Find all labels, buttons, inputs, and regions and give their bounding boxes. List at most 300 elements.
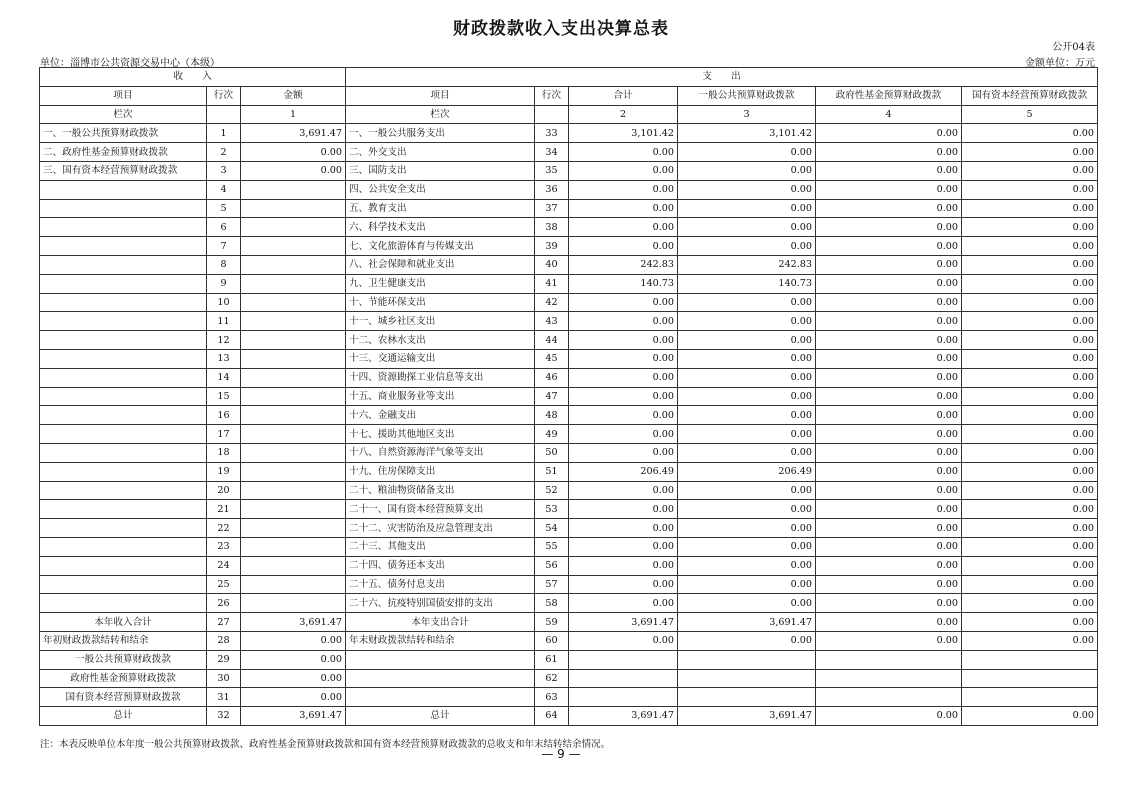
gov-fund-amount-cell: 0.00 [816, 575, 962, 594]
expense-item-cell: 七、文化旅游体育与传媒支出 [346, 237, 535, 256]
income-item-cell: 本年收入合计 [40, 613, 207, 632]
income-amount-cell [241, 406, 346, 425]
gov-fund-amount-cell: 0.00 [816, 613, 962, 632]
column-header: 行次 [535, 86, 569, 105]
income-amount-cell [241, 537, 346, 556]
income-amount-cell [241, 349, 346, 368]
general-budget-amount-cell: 206.49 [678, 462, 816, 481]
income-item-cell [40, 331, 207, 350]
expense-total-cell: 0.00 [569, 180, 678, 199]
income-item-cell [40, 406, 207, 425]
table-row [40, 613, 1098, 632]
expense-total-cell: 0.00 [569, 519, 678, 538]
column-index: 4 [816, 105, 962, 124]
income-item-cell: 一、一般公共预算财政拨款 [40, 124, 207, 143]
income-amount-cell [241, 462, 346, 481]
expense-item-cell: 二、外交支出 [346, 143, 535, 162]
general-budget-amount-cell: 0.00 [678, 519, 816, 538]
gov-fund-amount-cell: 0.00 [816, 293, 962, 312]
footnote: 注：本表反映单位本年度一般公共预算财政拨款、政府性基金预算财政拨款和国有资本经营预算财政拨款的总收支和年末结转结余情况。 [40, 739, 611, 750]
income-item-cell [40, 368, 207, 387]
income-line-no-cell: 32 [207, 707, 241, 726]
income-item-cell [40, 443, 207, 462]
expense-line-no-cell: 41 [535, 274, 569, 293]
expense-line-no-cell: 49 [535, 425, 569, 444]
general-budget-amount-cell: 0.00 [678, 406, 816, 425]
table-row [40, 481, 1098, 500]
expense-total-cell: 242.83 [569, 255, 678, 274]
table-row [40, 443, 1098, 462]
expense-line-no-cell: 47 [535, 387, 569, 406]
income-amount-cell: 3,691.47 [241, 707, 346, 726]
general-budget-amount-cell: 0.00 [678, 575, 816, 594]
income-item-cell: 年初财政拨款结转和结余 [40, 631, 207, 650]
table-row [40, 143, 1098, 162]
income-amount-cell [241, 594, 346, 613]
table-row [40, 650, 1098, 669]
general-budget-amount-cell: 242.83 [678, 255, 816, 274]
income-line-no-cell: 7 [207, 237, 241, 256]
table-row [40, 500, 1098, 519]
state-capital-amount-cell: 0.00 [962, 331, 1098, 350]
income-item-cell: 一般公共预算财政拨款 [40, 650, 207, 669]
income-line-no-cell: 20 [207, 481, 241, 500]
gov-fund-amount-cell: 0.00 [816, 406, 962, 425]
income-item-cell [40, 594, 207, 613]
income-line-no-cell: 30 [207, 669, 241, 688]
income-item-cell [40, 180, 207, 199]
expense-item-cell: 一、一般公共服务支出 [346, 124, 535, 143]
income-item-cell: 政府性基金预算财政拨款 [40, 669, 207, 688]
table-row [40, 293, 1098, 312]
unit-label: 单位：淄博市公共资源交易中心（本级） [40, 58, 220, 69]
column-index: 3 [678, 105, 816, 124]
state-capital-amount-cell: 0.00 [962, 707, 1098, 726]
income-item-cell [40, 537, 207, 556]
gov-fund-amount-cell: 0.00 [816, 124, 962, 143]
expense-total-cell: 0.00 [569, 406, 678, 425]
gov-fund-amount-cell: 0.00 [816, 274, 962, 293]
income-amount-cell: 0.00 [241, 631, 346, 650]
expense-line-no-cell: 52 [535, 481, 569, 500]
expense-total-cell: 0.00 [569, 443, 678, 462]
income-item-cell [40, 575, 207, 594]
income-line-no-cell: 15 [207, 387, 241, 406]
expense-line-no-cell: 38 [535, 218, 569, 237]
expense-line-no-cell: 34 [535, 143, 569, 162]
income-item-cell [40, 349, 207, 368]
state-capital-amount-cell: 0.00 [962, 425, 1098, 444]
expense-item-cell: 十九、住房保障支出 [346, 462, 535, 481]
general-budget-amount-cell [678, 669, 816, 688]
general-budget-amount-cell: 0.00 [678, 180, 816, 199]
column-header: 项目 [40, 86, 207, 105]
expense-item-cell: 十、节能环保支出 [346, 293, 535, 312]
expense-total-cell: 0.00 [569, 312, 678, 331]
general-budget-amount-cell: 0.00 [678, 481, 816, 500]
income-amount-cell [241, 331, 346, 350]
table-row [40, 199, 1098, 218]
gov-fund-amount-cell: 0.00 [816, 387, 962, 406]
table-row [40, 331, 1098, 350]
expense-total-cell: 0.00 [569, 425, 678, 444]
expense-total-cell: 0.00 [569, 368, 678, 387]
column-header: 政府性基金预算财政拨款 [816, 86, 962, 105]
income-amount-cell: 0.00 [241, 688, 346, 707]
gov-fund-amount-cell: 0.00 [816, 425, 962, 444]
state-capital-amount-cell: 0.00 [962, 237, 1098, 256]
expense-line-no-cell: 37 [535, 199, 569, 218]
state-capital-amount-cell: 0.00 [962, 387, 1098, 406]
state-capital-amount-cell: 0.00 [962, 613, 1098, 632]
general-budget-amount-cell: 0.00 [678, 349, 816, 368]
expense-line-no-cell: 57 [535, 575, 569, 594]
expense-line-no-cell: 39 [535, 237, 569, 256]
gov-fund-amount-cell: 0.00 [816, 556, 962, 575]
income-amount-cell [241, 443, 346, 462]
column-index: 5 [962, 105, 1098, 124]
expense-line-no-cell: 51 [535, 462, 569, 481]
general-budget-amount-cell: 3,691.47 [678, 613, 816, 632]
gov-fund-amount-cell: 0.00 [816, 537, 962, 556]
form-number: 公开04表 [1052, 42, 1095, 53]
income-line-no-cell: 29 [207, 650, 241, 669]
state-capital-amount-cell: 0.00 [962, 594, 1098, 613]
expense-item-cell: 三、国防支出 [346, 161, 535, 180]
expense-item-cell [346, 669, 535, 688]
expense-item-cell: 九、卫生健康支出 [346, 274, 535, 293]
income-amount-cell [241, 556, 346, 575]
expense-total-cell: 0.00 [569, 387, 678, 406]
expense-line-no-cell: 40 [535, 255, 569, 274]
gov-fund-amount-cell: 0.00 [816, 199, 962, 218]
general-budget-amount-cell: 0.00 [678, 293, 816, 312]
gov-fund-amount-cell: 0.00 [816, 143, 962, 162]
expense-total-cell: 0.00 [569, 594, 678, 613]
income-line-no-cell: 19 [207, 462, 241, 481]
state-capital-amount-cell: 0.00 [962, 161, 1098, 180]
state-capital-amount-cell: 0.00 [962, 575, 1098, 594]
state-capital-amount-cell: 0.00 [962, 443, 1098, 462]
income-line-no-cell: 9 [207, 274, 241, 293]
expense-item-cell: 年末财政拨款结转和结余 [346, 631, 535, 650]
gov-fund-amount-cell: 0.00 [816, 462, 962, 481]
table-row [40, 218, 1098, 237]
income-line-no-cell: 21 [207, 500, 241, 519]
general-budget-amount-cell: 0.00 [678, 218, 816, 237]
income-item-cell [40, 556, 207, 575]
income-item-cell [40, 425, 207, 444]
table-row [40, 556, 1098, 575]
expense-item-cell: 二十六、抗疫特别国债安排的支出 [346, 594, 535, 613]
income-amount-cell [241, 199, 346, 218]
income-amount-cell [241, 368, 346, 387]
expense-line-no-cell: 45 [535, 349, 569, 368]
expense-total-cell: 0.00 [569, 575, 678, 594]
expense-item-cell: 二十三、其他支出 [346, 537, 535, 556]
table-row [40, 688, 1098, 707]
expense-line-no-cell: 43 [535, 312, 569, 331]
general-budget-amount-cell: 0.00 [678, 631, 816, 650]
table-row [40, 425, 1098, 444]
income-line-no-cell: 27 [207, 613, 241, 632]
income-amount-cell [241, 237, 346, 256]
gov-fund-amount-cell: 0.00 [816, 500, 962, 519]
gov-fund-amount-cell: 0.00 [816, 331, 962, 350]
income-amount-cell [241, 500, 346, 519]
column-header: 行次 [207, 86, 241, 105]
income-line-no-cell: 10 [207, 293, 241, 312]
table-row [40, 537, 1098, 556]
column-header: 项目 [346, 86, 535, 105]
expense-item-cell: 二十、粮油物资储备支出 [346, 481, 535, 500]
table-row [40, 124, 1098, 143]
state-capital-amount-cell: 0.00 [962, 312, 1098, 331]
expense-total-cell: 0.00 [569, 537, 678, 556]
state-capital-amount-cell [962, 688, 1098, 707]
general-budget-amount-cell: 0.00 [678, 537, 816, 556]
income-item-cell [40, 293, 207, 312]
gov-fund-amount-cell: 0.00 [816, 255, 962, 274]
expense-line-no-cell: 60 [535, 631, 569, 650]
income-line-no-cell: 14 [207, 368, 241, 387]
general-budget-amount-cell: 0.00 [678, 443, 816, 462]
expense-line-no-cell: 64 [535, 707, 569, 726]
state-capital-amount-cell: 0.00 [962, 274, 1098, 293]
general-budget-amount-cell [678, 688, 816, 707]
expense-line-no-cell: 46 [535, 368, 569, 387]
column-index: 栏次 [40, 105, 207, 124]
expense-total-cell [569, 669, 678, 688]
state-capital-amount-cell: 0.00 [962, 124, 1098, 143]
expense-item-cell: 六、科学技术支出 [346, 218, 535, 237]
general-budget-amount-cell: 0.00 [678, 312, 816, 331]
income-item-cell [40, 312, 207, 331]
gov-fund-amount-cell [816, 688, 962, 707]
column-index: 2 [569, 105, 678, 124]
expense-item-cell: 五、教育支出 [346, 199, 535, 218]
gov-fund-amount-cell: 0.00 [816, 443, 962, 462]
state-capital-amount-cell: 0.00 [962, 180, 1098, 199]
income-amount-cell [241, 481, 346, 500]
table-row [40, 161, 1098, 180]
expense-line-no-cell: 50 [535, 443, 569, 462]
general-budget-amount-cell: 0.00 [678, 425, 816, 444]
expense-line-no-cell: 42 [535, 293, 569, 312]
income-line-no-cell: 28 [207, 631, 241, 650]
column-header-row [40, 86, 1098, 105]
income-item-cell: 总计 [40, 707, 207, 726]
expense-total-cell: 0.00 [569, 481, 678, 500]
income-line-no-cell: 26 [207, 594, 241, 613]
expense-line-no-cell: 61 [535, 650, 569, 669]
expense-line-no-cell: 54 [535, 519, 569, 538]
expense-line-no-cell: 53 [535, 500, 569, 519]
state-capital-amount-cell [962, 650, 1098, 669]
income-line-no-cell: 5 [207, 199, 241, 218]
general-budget-amount-cell: 0.00 [678, 594, 816, 613]
income-amount-cell [241, 218, 346, 237]
expense-item-cell: 二十二、灾害防治及应急管理支出 [346, 519, 535, 538]
income-line-no-cell: 13 [207, 349, 241, 368]
state-capital-amount-cell: 0.00 [962, 500, 1098, 519]
general-budget-amount-cell: 0.00 [678, 143, 816, 162]
state-capital-amount-cell: 0.00 [962, 519, 1098, 538]
state-capital-amount-cell: 0.00 [962, 556, 1098, 575]
column-index [535, 105, 569, 124]
expense-item-cell: 二十一、国有资本经营预算支出 [346, 500, 535, 519]
gov-fund-amount-cell [816, 669, 962, 688]
gov-fund-amount-cell: 0.00 [816, 180, 962, 199]
income-line-no-cell: 16 [207, 406, 241, 425]
general-budget-amount-cell: 0.00 [678, 500, 816, 519]
income-item-cell [40, 274, 207, 293]
expense-total-cell: 0.00 [569, 331, 678, 350]
column-index-row [40, 105, 1098, 124]
income-line-no-cell: 18 [207, 443, 241, 462]
budget-table [39, 67, 1098, 726]
gov-fund-amount-cell: 0.00 [816, 481, 962, 500]
expense-line-no-cell: 55 [535, 537, 569, 556]
expense-total-cell: 3,101.42 [569, 124, 678, 143]
table-row [40, 255, 1098, 274]
state-capital-amount-cell: 0.00 [962, 199, 1098, 218]
expense-total-cell: 0.00 [569, 556, 678, 575]
state-capital-amount-cell: 0.00 [962, 293, 1098, 312]
income-line-no-cell: 17 [207, 425, 241, 444]
expense-line-no-cell: 62 [535, 669, 569, 688]
expense-item-cell: 二十四、债务还本支出 [346, 556, 535, 575]
table-row [40, 631, 1098, 650]
table-row [40, 519, 1098, 538]
gov-fund-amount-cell: 0.00 [816, 631, 962, 650]
income-line-no-cell: 6 [207, 218, 241, 237]
expense-total-cell: 0.00 [569, 237, 678, 256]
table-row [40, 237, 1098, 256]
general-budget-amount-cell: 0.00 [678, 331, 816, 350]
income-line-no-cell: 3 [207, 161, 241, 180]
general-budget-amount-cell: 3,691.47 [678, 707, 816, 726]
expense-item-cell: 本年支出合计 [346, 613, 535, 632]
expense-total-cell: 0.00 [569, 293, 678, 312]
income-item-cell [40, 199, 207, 218]
expense-line-no-cell: 44 [535, 331, 569, 350]
column-header: 合计 [569, 86, 678, 105]
table-row [40, 669, 1098, 688]
expense-total-cell: 0.00 [569, 631, 678, 650]
table-row [40, 387, 1098, 406]
column-index [207, 105, 241, 124]
state-capital-amount-cell: 0.00 [962, 462, 1098, 481]
income-amount-cell [241, 274, 346, 293]
table-row [40, 180, 1098, 199]
income-item-cell [40, 255, 207, 274]
gov-fund-amount-cell: 0.00 [816, 594, 962, 613]
column-header: 一般公共预算财政拨款 [678, 86, 816, 105]
gov-fund-amount-cell: 0.00 [816, 312, 962, 331]
state-capital-amount-cell: 0.00 [962, 406, 1098, 425]
table-row [40, 368, 1098, 387]
money-unit-label: 金额单位：万元 [1025, 58, 1095, 69]
table-row [40, 707, 1098, 726]
expense-total-cell: 0.00 [569, 218, 678, 237]
state-capital-amount-cell: 0.00 [962, 481, 1098, 500]
expense-total-cell: 3,691.47 [569, 707, 678, 726]
income-item-cell [40, 462, 207, 481]
expense-line-no-cell: 35 [535, 161, 569, 180]
income-amount-cell [241, 293, 346, 312]
expense-item-cell: 十一、城乡社区支出 [346, 312, 535, 331]
table-row [40, 312, 1098, 331]
income-line-no-cell: 24 [207, 556, 241, 575]
gov-fund-amount-cell: 0.00 [816, 519, 962, 538]
expense-line-no-cell: 36 [535, 180, 569, 199]
expense-total-cell: 140.73 [569, 274, 678, 293]
state-capital-amount-cell [962, 669, 1098, 688]
expense-item-cell: 十三、交通运输支出 [346, 349, 535, 368]
gov-fund-amount-cell: 0.00 [816, 349, 962, 368]
general-budget-amount-cell: 0.00 [678, 237, 816, 256]
expense-total-cell: 3,691.47 [569, 613, 678, 632]
expense-line-no-cell: 56 [535, 556, 569, 575]
income-amount-cell [241, 255, 346, 274]
expense-item-cell: 十四、资源勘探工业信息等支出 [346, 368, 535, 387]
table-row [40, 575, 1098, 594]
expense-line-no-cell: 59 [535, 613, 569, 632]
state-capital-amount-cell: 0.00 [962, 349, 1098, 368]
expense-total-cell: 206.49 [569, 462, 678, 481]
income-line-no-cell: 25 [207, 575, 241, 594]
income-amount-cell [241, 425, 346, 444]
page-title: 财政拨款收入支出决算总表 [453, 19, 669, 39]
expense-total-cell: 0.00 [569, 161, 678, 180]
expense-line-no-cell: 58 [535, 594, 569, 613]
income-item-cell: 三、国有资本经营预算财政拨款 [40, 161, 207, 180]
general-budget-amount-cell: 0.00 [678, 161, 816, 180]
income-item-cell: 国有资本经营预算财政拨款 [40, 688, 207, 707]
expense-item-cell: 十二、农林水支出 [346, 331, 535, 350]
expense-item-cell: 八、社会保障和就业支出 [346, 255, 535, 274]
general-budget-amount-cell: 0.00 [678, 387, 816, 406]
general-budget-amount-cell [678, 650, 816, 669]
income-line-no-cell: 11 [207, 312, 241, 331]
expense-total-cell: 0.00 [569, 500, 678, 519]
expense-line-no-cell: 33 [535, 124, 569, 143]
general-budget-amount-cell: 3,101.42 [678, 124, 816, 143]
income-item-cell [40, 500, 207, 519]
expense-item-cell: 十八、自然资源海洋气象等支出 [346, 443, 535, 462]
column-header: 金额 [241, 86, 346, 105]
expense-item-cell: 二十五、债务付息支出 [346, 575, 535, 594]
table-row [40, 462, 1098, 481]
income-item-cell: 二、政府性基金预算财政拨款 [40, 143, 207, 162]
income-item-cell [40, 218, 207, 237]
table-row [40, 274, 1098, 293]
column-index: 栏次 [346, 105, 535, 124]
income-line-no-cell: 12 [207, 331, 241, 350]
expense-header: 支 出 [346, 68, 1098, 87]
income-amount-cell [241, 575, 346, 594]
table-row [40, 406, 1098, 425]
table-row [40, 594, 1098, 613]
general-budget-amount-cell: 0.00 [678, 199, 816, 218]
income-line-no-cell: 4 [207, 180, 241, 199]
income-amount-cell [241, 519, 346, 538]
gov-fund-amount-cell: 0.00 [816, 368, 962, 387]
expense-item-cell: 十七、援助其他地区支出 [346, 425, 535, 444]
section-header-row [40, 68, 1098, 87]
general-budget-amount-cell: 0.00 [678, 556, 816, 575]
